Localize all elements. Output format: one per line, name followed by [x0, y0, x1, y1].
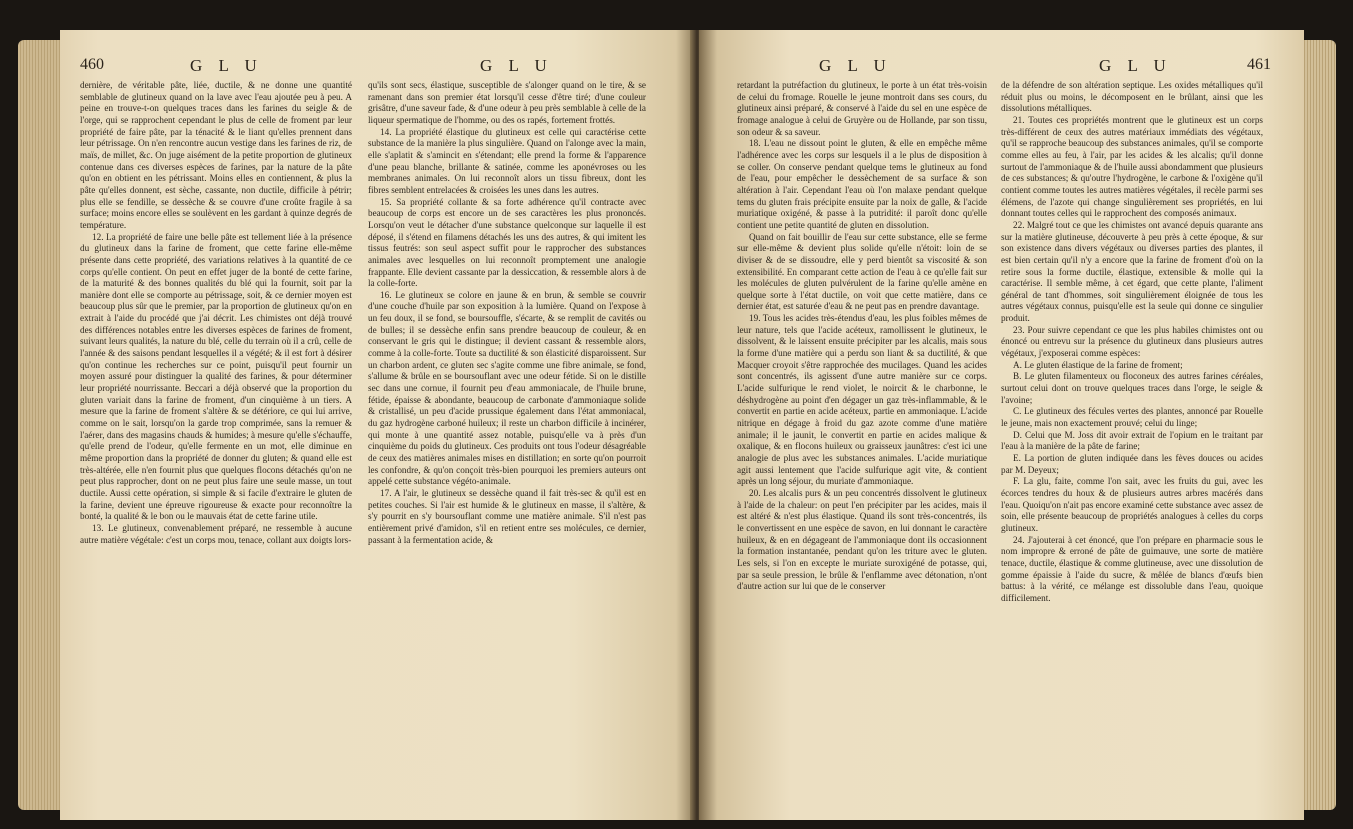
- left-page-column-2: [368, 80, 646, 815]
- running-header-left-col1: G L U: [190, 56, 263, 75]
- paragraph: 16. Le glutineux se colore en jaune & en brun, & semble se couvrir d'une couche d'huile par son exposition à la lumière. Quand on l'expose à un feu doux, il se fond, se boursouffle, s'écarte, & se remplit de cavités ou de bulles; il se dessèche enfin sans prendre beaucoup de couleur, & en conservant le gris qui le distingue; il devient cassant & ressemble alors, comme à la colle-forte. Toute sa ductilité & son élasticité disparoissent. Sur un charbon ardent, ce gluten sec s'agite comme une fibre animale, se fond, s'allume & brûle en se boursouflant avec une odeur fétide. Si on le distille sec dans une cornue, il fournit peu d'eau ammoniacale, de l'huile brune, fétide, épaisse & abondante, beaucoup de carbonate d'ammoniaque solide & cristallisé, un peu d'acide prussique également dans l'état ammoniacal, du gaz hydrogène carboné huileux; il reste un charbon difficile à incinérer, qui monte à une quantité assez notable, puisqu'elle va à près d'un cinquième du poids du glutineux. Ces produits ont tous l'odeur désagréable de ceux des matières animales mises en distillation; en sorte qu'on pourroit les confondre, & qu'on conçoit très-bien pourquoi les premiers auteurs ont appelé cette substance végéto-animale.: [368, 289, 646, 487]
- running-header-right-col2: G L U: [1099, 56, 1172, 75]
- right-page: [699, 30, 1304, 820]
- page-number-left: 460: [80, 56, 104, 73]
- left-page-column-1: [80, 80, 352, 815]
- paragraph: dernière, de véritable pâte, liée, ductile, & ne donne une quantité semblable de glutineux quand on la lave avec l'eau ajoutée peu à peu. A peine en trouve-t-on quelques traces dans les farines du seigle & de l'orge, qui se rapprochent cependant le plus de celle de froment par leur propriété de faire pâte, par la ténacité & le liant qu'elles prennent dans leur pétrissage. On n'en rencontre aucun vestige dans les farines de riz, de maïs, de millet, &c. On juge aisément de la petite proportion de glutineux contenue dans ces diverses espèces de farines, par la nature de la pâte qu'on en obtient en les pétrissant. Moins elles en contiennent, & plus la pâte qu'elles donnent, est sèche, cassante, non ductile, difficile à pétrir; plus elle se fendille, se dessèche & se couvre d'une croûte fragile à sa surface; moins encore elles se soulèvent en les gardant à quinze degrés de température.: [80, 80, 352, 230]
- paragraph: E. La portion de gluten indiquée dans les fèves douces ou acides par M. Deyeux;: [1001, 453, 1263, 475]
- paragraph: 18. L'eau ne dissout point le gluten, & elle en empêche même l'adhérence avec les corps sur lesquels il a le plus de disposition à se coller. On conserve pendant quelque tems le glutineux au fond de l'eau, pour empêcher le dessèchement de sa surface & son altération à l'air. Cependant l'eau où l'on malaxe pendant quelque tems du gluten frais précipite ensuite par la noix de galle, & l'acide muriatique oxigéné, & passe à la putridité: il paroît donc qu'elle contient une petite quantité de gluten en dissolution.: [737, 138, 987, 230]
- paragraph: 15. Sa propriété collante & sa forte adhérence qu'il contracte avec beaucoup de corps est encore un de ses caractères les plus prononcés. Lorsqu'on veut le détacher d'une substance quelconque sur laquelle il est déposé, il s'étend en filamens détachés les uns des autres, & qui imitent les tissus feutrés: son seul aspect suffit pour le rapprocher des substances animales avec lesquelles on lui reconnoît promptement une analogie frappante. Elle devient cassante par la dessiccation, & ressemble alors à de la colle-forte.: [368, 196, 646, 289]
- paragraph: B. Le gluten filamenteux ou floconeux des autres farines céréales, surtout celui dont on trouve quelques traces dans l'orge, le seigle & l'avoine;: [1001, 371, 1263, 405]
- page-number-right: 461: [1247, 56, 1271, 73]
- left-page: [60, 30, 695, 820]
- paragraph: 14. La propriété élastique du glutineux est celle qui caractérise cette substance de la manière la plus singulière. Quand on l'alonge avec la main, elle s'aplatit & s'amincit en s'étendant; elle prend la forme & l'apparence d'une peau blanche, brillante & satinée, comme les aponévroses ou les membranes animales. On lui reconnoît alors un tissu fibreux, dont les fibres semblent entrelacées & croisées les unes dans les autres.: [368, 126, 646, 195]
- paragraph: C. Le glutineux des fécules vertes des plantes, annoncé par Rouelle le jeune, mais non exactement prouvé; celui du linge;: [1001, 406, 1263, 429]
- paragraph: 20. Les alcalis purs & un peu concentrés dissolvent le glutineux à l'aide de la chaleur: on peut l'en précipiter par les acides, mais il est altéré & n'est plus élastique. Quand ils sont très-concentrés, ils le convertissent en une espèce de savon, en lui donnant le caractère huileux, & en en dégageant de l'ammoniaque dont ils occasionnent la formation instantanée, pendant qu'on les triture avec le gluten. Les sels, si l'on en excepte le muriate suroxigéné de potasse, qui, par sa seule pression, le brûle & l'enflamme avec détonation, n'ont d'autre action sur lui que de le conserver: [737, 487, 987, 592]
- paragraph: 13. Le glutineux, convenablement préparé, ne ressemble à aucune autre matière végétale: c'est un corps mou, tenace, collant aux doigts lors-: [80, 522, 352, 545]
- paragraph: Quand on fait bouillir de l'eau sur cette substance, elle se ferme sur elle-même & devient plus solide qu'elle n'étoit: loin de se diviser & de se dissoudre, elle y perd bientôt sa viscosité & son extensibilité. En comparant cette action de l'eau à ce qu'elle fait sur les molécules de gluten pulvérulent de la farine qu'elle amène en quelque sorte à l'état ductile, on voit que cette matière, dans ce dernier état, est saturée d'eau & ne peut pas en prendre davantage.: [737, 231, 987, 312]
- paragraph: qu'ils sont secs, élastique, susceptible de s'alonger quand on le tire, & se ramenant dans son premier état lorsqu'il cesse d'être tiré; d'une couleur grisâtre, d'une saveur fade, & d'une odeur à peu près semblable à celle de la liqueur spermatique de l'homme, ou des os rapés, fortement frottés.: [368, 80, 646, 125]
- paragraph: 24. J'ajouterai à cet énoncé, que l'on prépare en pharmacie sous le nom impropre & erroné de pâte de guimauve, une sorte de matière tenace, ductile, élastique & comme glutineuse, avec une dissolution de gomme épaissie à l'aide du sucre, & mêlée de blancs d'œufs bien battus: à la vérité, ce mélange est dissoluble dans l'eau, quoique difficilement.: [1001, 534, 1263, 603]
- right-page-column-2: [1001, 80, 1263, 815]
- paragraph: F. La glu, faite, comme l'on sait, avec les fruits du gui, avec les écorces tendres du houx & de plusieurs autres arbres macérés dans l'eau. Quoiqu'on n'ait pas encore examiné cette substance avec assez de soin, elle présente beaucoup de propriétés analogues à celles du corps glutineux.: [1001, 476, 1263, 533]
- paragraph: D. Celui que M. Joss dit avoir extrait de l'opium en le traitant par l'eau à la manière de la pâte de farine;: [1001, 429, 1263, 452]
- paragraph: de la défendre de son altération septique. Les oxides métalliques qu'il réduit plus ou moins, le décomposent en le brûlant, ainsi que les dissolutions métalliques.: [1001, 80, 1263, 114]
- paragraph: A. Le gluten élastique de la farine de froment;: [1013, 359, 1183, 370]
- right-page-column-1: [737, 80, 987, 815]
- paragraph: 22. Malgré tout ce que les chimistes ont avancé depuis quarante ans sur la matière glutineuse, découverte à peu près à cette époque, & sur son existence dans divers végétaux ou diverses parties des plantes, il est bien certain qu'il n'y a encore que la farine de froment d'où on la retire sous la forme ductile, élastique, extensible & molle qui la caractérise. Il semble même, à cet égard, que cette plante, l'aliment général de tant d'hommes, soit singulièrement éloignée de tous les autres végétaux connus, puisqu'elle est la seule qui donne ce singulier produit.: [1001, 219, 1263, 324]
- paragraph: 12. La propriété de faire une belle pâte est tellement liée à la présence du glutineux dans la farine de froment, que cette farine elle-même présente dans cette propriété, des variations relatives à la quantité de ce corps qu'elle contient. On peut en effet juger de la bonté de cette farine, de la maturité & des bonnes qualités du blé qui la fournit, soit par la manière dont elle se comporte au pétrissage, soit, & ce dernier moyen est beaucoup plus sûr que le premier, par la proportion de glutineux qu'on en extrait à l'aide du procédé que j'ai décrit. Les chimistes ont déjà trouvé des différences notables entre les diverses espèces de farines de froment, suivant leurs qualités, la nature du blé, celle du terrain où il a crû, celle de l'année & des saisons pendant lesquelles il a végété; & il est fort à désirer qu'on continue les recherches sur ce point, puisqu'il peut fournir un moyen assuré pour distinguer la qualité des farines, & pour déterminer leur propriété nourrissante. Beccari a déjà observé que la proportion du gluten variait dans la farine de froment, d'un cinquième à un tiers. A mesure que la farine de froment s'altère & se détériore, ce qui lui arrive, comme on le sait, lorsqu'on la garde trop comprimée, sans la remuer & l'aérer, dans des magasins chauds & humides; à mesure qu'elle s'échauffe, qu'elle prend de l'odeur, qu'elle fermente en un mot, elle diminue en même proportion dans la propriété de donner du gluten; & quand elle est très-altérée, elle n'en fournit plus que quelques flocons détachés qu'on ne peut plus rapprocher, dont on ne peut plus faire une seule masse, un tout ductile. Aussi cette opération, si simple & si facile d'extraire le gluten de la farine, devient une épreuve rigoureuse & exacte pour reconnoître la bonté, la qualité & le bon ou le mauvais état de cette farine utile.: [80, 231, 352, 522]
- paragraph: 19. Tous les acides très-étendus d'eau, les plus foibles mêmes de leur nature, tels que l'acide acéteux, ramollissent le glutineux, le dissolvent, & le laissent ensuite précipiter par les alcalis, mais sous la forme d'une matière qui a perdu son liant & sa ductilité, & que Macquer croyoit s'être rapprochée des mucilages. Quand les acides sont concentrés, ils agissent d'une autre manière sur ce corps. L'acide sulfurique le rend violet, le noircit & le charbonne, le déshydrogène au point d'en dégager un gaz très-inflammable, & le convertit en partie en acide acéteux, partie en ammoniaque. L'acide nitrique en dégage à froid du gaz azote comme d'une matière animale; il le jaunit, le convertit en partie en acides malique & oxalique, & en flocons huileux ou graisseux jaunâtres: c'est ici une analogie de plus avec les substances animales. L'acide muriatique agit aussi lentement que l'acide sulfurique agit vite, & contient après un long séjour, du muriate d'ammoniaque.: [737, 313, 987, 487]
- running-header-left-col2: G L U: [480, 56, 553, 75]
- paragraph: 21. Toutes ces propriétés montrent que le glutineux est un corps très-différent de ceux des autres matériaux immédiats des végétaux, qu'il se rapproche beaucoup des substances animales, qu'il se comporte comme elles au feu, à l'air, par les acides & les alcalis; qu'il donne surtout de l'ammoniaque & de l'huile aussi abondamment que plusieurs de ces substances; & qu'outre l'hydrogène, le carbone & l'oxigène qu'il contient comme toutes les autres matières végétales, il recèle parmi ses élémens, de l'azote qui change singulièrement ses propriétés, en lui donnant toutes celles qui le rapprochent des composés animaux.: [1001, 114, 1263, 219]
- paragraph: retardant la putréfaction du glutineux, le porte à un état très-voisin de celui du fromage. Rouelle le jeune montroit dans ses cours, du glutineux ainsi préparé, & conservé à l'aide du sel en une espèce de fromage analogue à celui de Gruyère ou de Hollande, par son tissu, son odeur & sa saveur.: [737, 80, 987, 137]
- paragraph: 23. Pour suivre cependant ce que les plus habiles chimistes ont ou énoncé ou entrevu sur la présence du glutineux dans plusieurs autres végétaux, j'exposerai comme espèces:: [1001, 324, 1263, 359]
- running-header-right-col1: G L U: [819, 56, 892, 75]
- paragraph: 17. A l'air, le glutineux se dessèche quand il fait très-sec & qu'il est en petites couches. Si l'air est humide & le glutineux en masse, il s'altère, & s'y pourrit en s'y boursouflant comme une matière animale. S'il n'est pas entièrement privé d'amidon, s'il en retient entre ses molécules, ce dernier, passant à la fermentation acide, &: [368, 487, 646, 545]
- open-book: [18, 10, 1336, 820]
